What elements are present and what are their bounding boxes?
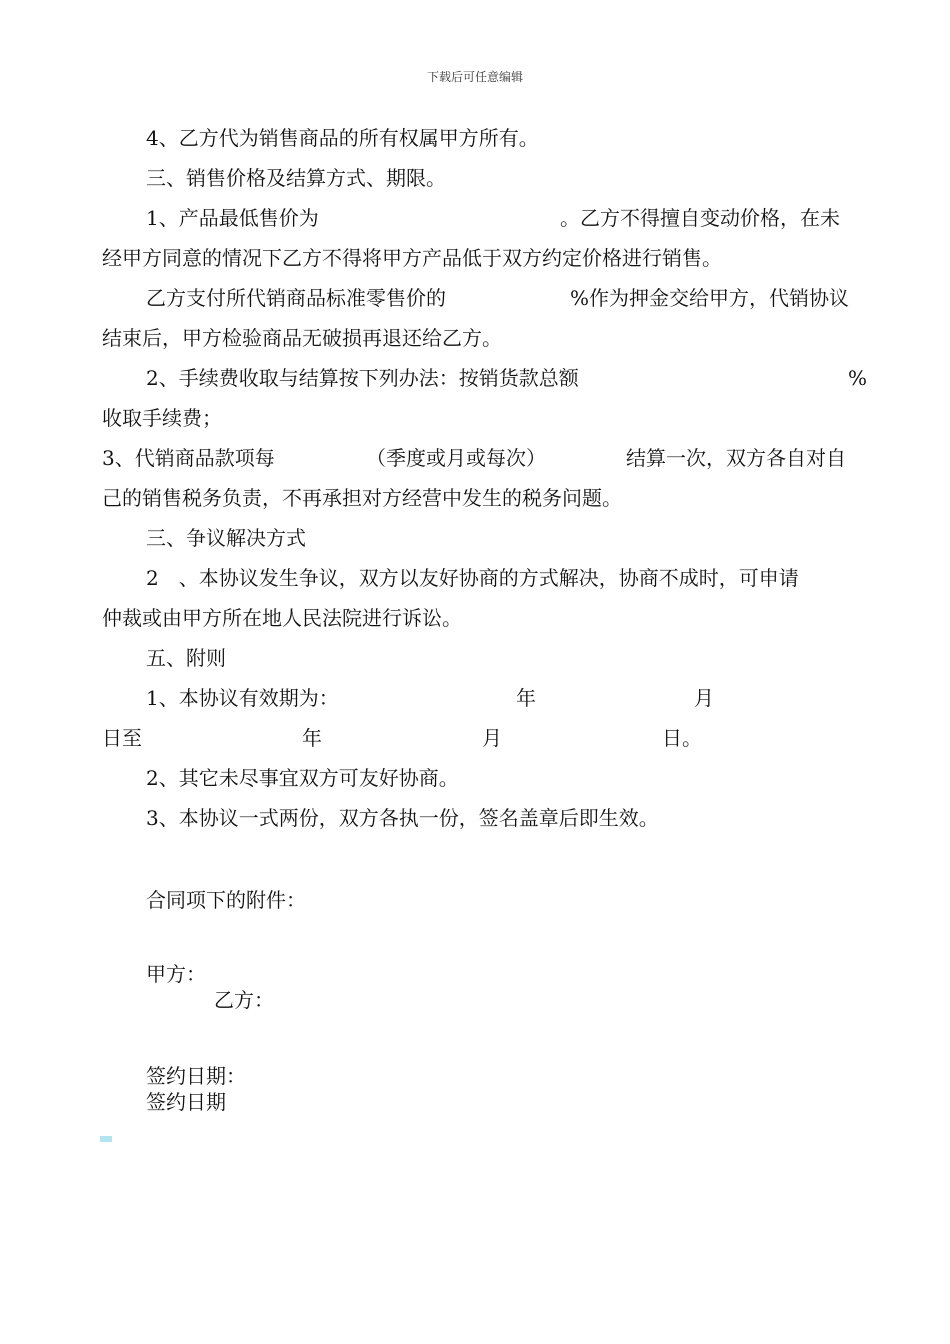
sign-date-label-a: 签约日期：: [146, 1064, 246, 1088]
clause-deposit-start: 乙方支付所代销商品标准零售价的: [146, 286, 446, 310]
clause-validity-start: 1、本协议有效期为：: [146, 686, 339, 710]
clause-settle-period: （季度或月或每次）: [366, 446, 546, 470]
text-cursor-marker: [100, 1136, 112, 1142]
clause-fee-start: 2、手续费收取与结算按下列办法：按销货款总额: [146, 366, 579, 390]
party-b-label: 乙方：: [214, 988, 274, 1012]
clause-settle-end: 结算一次，双方各自对自: [626, 446, 846, 470]
clause-deposit-end: %作为押金交给甲方，代销协议: [570, 286, 850, 310]
clause-settle-start: 3、代销商品款项每: [102, 446, 275, 470]
clause-copies: 3、本协议一式两份，双方各执一份，签名盖章后即生效。: [146, 806, 659, 830]
section-heading-appendix: 五、附则: [146, 646, 226, 670]
clause-fee-cont: 收取手续费；: [102, 406, 222, 430]
clause-ownership: 4、乙方代为销售商品的所有权属甲方所有。: [146, 126, 539, 150]
clause-min-price-cont: 经甲方同意的情况下乙方不得将甲方产品低于双方约定价格进行销售。: [102, 246, 722, 270]
validity-day-to: 日至: [102, 726, 142, 750]
clause-other-matters: 2、其它未尽事宜双方可友好协商。: [146, 766, 459, 790]
validity-year-start: 年: [516, 686, 536, 710]
clause-settle-cont: 己的销售税务负责，不再承担对方经营中发生的税务问题。: [102, 486, 622, 510]
clause-dispute: 2 、本协议发生争议，双方以友好协商的方式解决，协商不成时，可申请: [146, 566, 799, 590]
clause-min-price-start: 1、产品最低售价为: [146, 206, 319, 230]
sign-date-label-b: 签约日期: [146, 1090, 226, 1114]
section-heading-price: 三、销售价格及结算方式、期限。: [146, 166, 446, 190]
validity-month-end: 月: [482, 726, 502, 750]
attachments-label: 合同项下的附件：: [146, 888, 306, 912]
validity-year-end: 年: [302, 726, 322, 750]
clause-deposit-cont: 结束后，甲方检验商品无破损再退还给乙方。: [102, 326, 502, 350]
clause-fee-percent: %: [848, 366, 868, 390]
validity-month-start: 月: [694, 686, 714, 710]
party-a-label: 甲方：: [146, 962, 206, 986]
page-header: 下载后可任意编辑: [426, 70, 523, 84]
clause-dispute-cont: 仲裁或由甲方所在地人民法院进行诉讼。: [102, 606, 462, 630]
section-heading-dispute: 三、争议解决方式: [146, 526, 306, 550]
validity-day-end: 日。: [662, 726, 702, 750]
clause-min-price-end: 。乙方不得擅自变动价格，在未: [560, 206, 840, 230]
